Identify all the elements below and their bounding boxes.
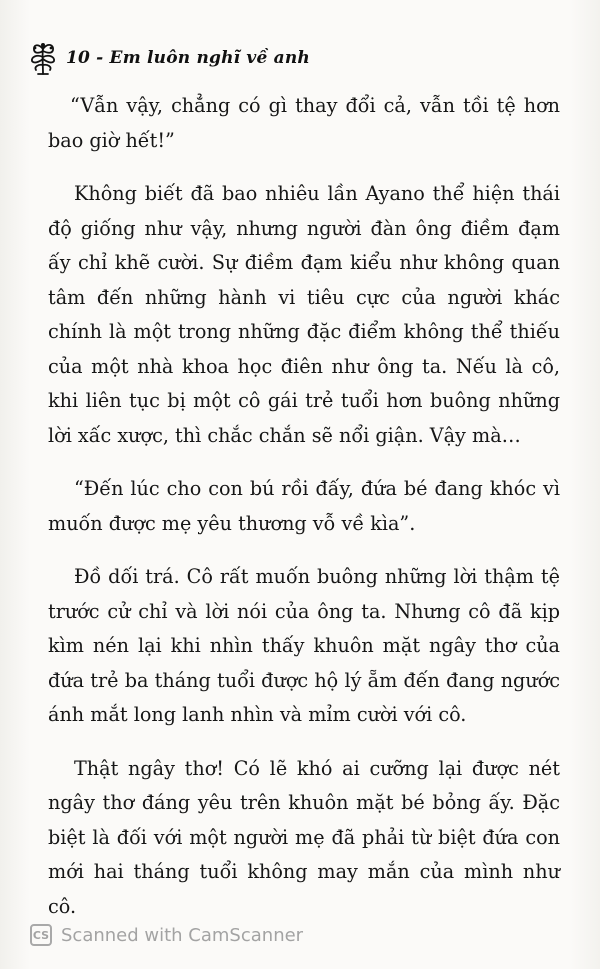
paragraph-4: Đồ dối trá. Cô rất muốn buông những lời thậm tệ trước cử chỉ và lời nói của ông ta. Nhưng cô đã kịp kìm nén lại khi nhìn thấy khuôn mặt ngây thơ của đứa trẻ ba tháng tuổi được hộ lý ẵm đến đang ngước ánh mắt long lanh nhìn và mỉm cười với cô. xyxy=(48,565,560,726)
paragraph-2: Không biết đã bao nhiêu lần Ayano thể hiện thái độ giống như vậy, nhưng người đàn ông điềm đạm ấy chỉ khẽ cười. Sự điềm đạm kiểu như không quan tâm đến những hành vi tiêu cực của người khác chính là một trong những đặc điểm không thể thiếu của một nhà khoa học điên như ông ta. Nếu là cô, khi liên tục bị một cô gái trẻ tuổi hơn buông những lời xấc xược, thì chắc chắn sẽ nổi giận. Vậy mà… xyxy=(48,182,560,447)
flourish-icon xyxy=(26,39,60,77)
page-header xyxy=(26,38,310,78)
camscanner-logo-icon: CS xyxy=(30,924,52,946)
paragraph-3: “Đến lúc cho con bú rồi đấy, đứa bé đang khóc vì muốn được mẹ yêu thương vỗ về kìa”. xyxy=(48,477,560,535)
scanner-watermark xyxy=(30,921,303,949)
running-head: 10 - Em luôn nghĩ về anh xyxy=(66,48,310,68)
body-text xyxy=(48,89,560,943)
paragraph-5: Thật ngây thơ! Có lẽ khó ai cưỡng lại được nét ngây thơ đáng yêu trên khuôn mặt bé bỏng ấy. Đặc biệt là đối với một người mẹ đã phải từ biệt đứa con mới hai tháng tuổi không may mắn của mình như cô. xyxy=(48,756,560,918)
watermark-text: Scanned with CamScanner xyxy=(61,924,304,946)
paragraph-1: “Vẫn vậy, chẳng có gì thay đổi cả, vẫn tồi tệ hơn bao giờ hết!” xyxy=(48,94,560,152)
